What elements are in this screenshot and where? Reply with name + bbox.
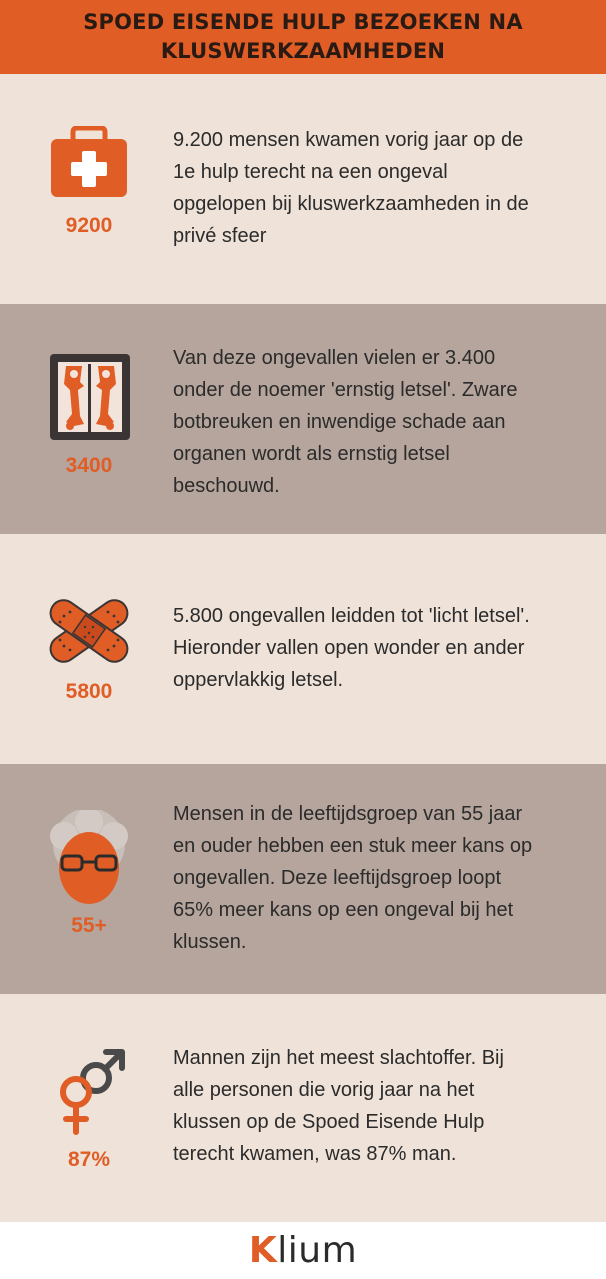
bandage-icon — [44, 594, 134, 668]
text-line: Mannen zijn het meest slachtoffer. Bij — [173, 1047, 504, 1069]
text-line: oppervlakkig letsel. — [173, 669, 344, 691]
section-first-aid — [0, 74, 606, 304]
text-line: privé sfeer — [173, 225, 267, 247]
brand-logo — [249, 1230, 357, 1271]
section-text — [173, 124, 593, 252]
text-line: opgelopen bij kluswerkzaamheden in de — [173, 193, 529, 215]
text-line: Hieronder vallen open wonder en ander — [173, 637, 525, 659]
gender-icon — [44, 1046, 134, 1138]
stat-value: 5800 — [65, 680, 113, 703]
text-line: 9.200 mensen kwamen vorig jaar op de — [173, 129, 524, 151]
section-age-group — [0, 764, 606, 994]
text-line: 1e hulp terecht na een ongeval — [173, 161, 448, 183]
text-line: 65% meer kans op een ongeval bij het — [173, 899, 514, 921]
stat-value: 9200 — [65, 214, 113, 237]
footer — [0, 1222, 606, 1279]
page-title-line-1: SPOED EISENDE HULP BEZOEKEN NA — [83, 10, 523, 34]
text-line: Mensen in de leeftijdsgroep van 55 jaar — [173, 803, 523, 825]
text-line: alle personen die vorig jaar na het — [173, 1079, 475, 1101]
stat-value: 55+ — [71, 914, 107, 937]
section-serious-injury — [0, 304, 606, 534]
text-line: botbreuken en inwendige schade aan — [173, 411, 506, 433]
text-line: klussen. — [173, 931, 247, 953]
brand-logo-text: lium — [277, 1230, 358, 1271]
section-text — [173, 600, 593, 696]
section-text — [173, 798, 593, 958]
text-line: organen wordt als ernstig letsel — [173, 443, 450, 465]
section-text — [173, 1042, 593, 1170]
page-header — [0, 0, 606, 74]
brand-logo-k: K — [248, 1230, 278, 1271]
elderly-person-icon — [44, 810, 134, 908]
text-line: onder de noemer 'ernstig letsel'. Zware — [173, 379, 518, 401]
section-gender — [0, 994, 606, 1222]
stat-value: 3400 — [65, 454, 113, 477]
section-light-injury — [0, 534, 606, 764]
text-line: en ouder hebben een stuk meer kans op — [173, 835, 533, 857]
text-line: terecht kwamen, was 87% man. — [173, 1143, 457, 1165]
text-line: beschouwd. — [173, 475, 280, 497]
xray-icon — [44, 352, 134, 442]
text-line: 5.800 ongevallen leidden tot 'licht letsel'. — [173, 605, 530, 627]
page-title-line-2: KLUSWERKZAAMHEDEN — [160, 39, 446, 63]
section-text — [173, 342, 593, 502]
text-line: Van deze ongevallen vielen er 3.400 — [173, 347, 496, 369]
stat-value: 87% — [67, 1148, 111, 1171]
text-line: klussen op de Spoed Eisende Hulp — [173, 1111, 485, 1133]
first-aid-kit-icon — [44, 126, 134, 200]
text-line: ongevallen. Deze leeftijdsgroep loopt — [173, 867, 501, 889]
